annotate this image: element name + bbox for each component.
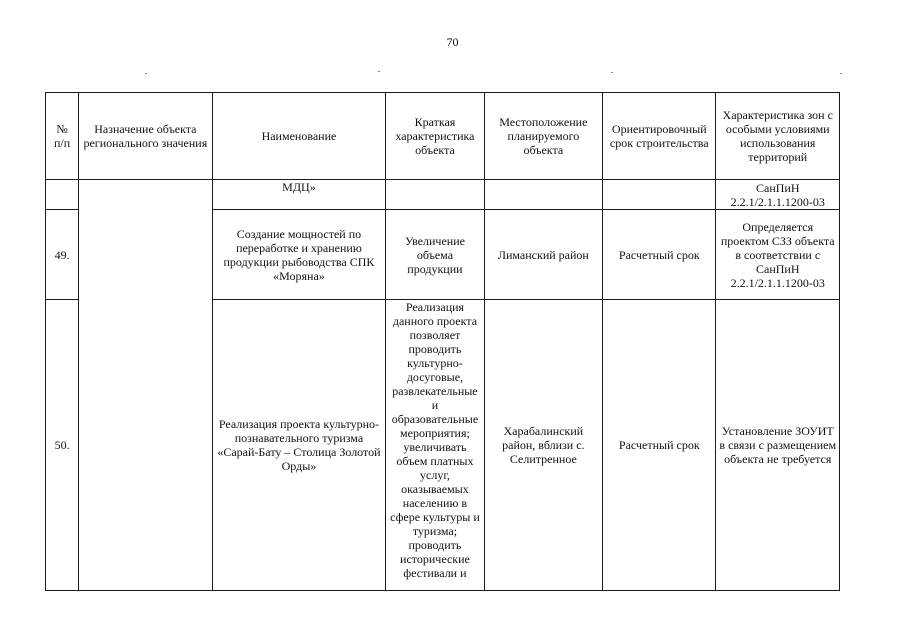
row-number: 50. [46,300,79,591]
row-number [46,180,79,210]
row-purpose [79,180,213,591]
row-term: Расчетный срок [603,300,716,591]
header-name: Наименование [212,93,386,180]
row-location: Харабалинский район, вблизи с. Селитренное [484,300,602,591]
row-name: Реализация проекта культурно-познавательного туризма «Сарай-Бату – Столица Золотой Орды» [212,300,386,591]
row-brief: Реализация данного проекта позволяет проводить культурно-досуговые, развлекательные и образовательные мероприятия; увеличивать объем платных услуг, оказываемых населению в сфере культуры и туризма; проводить исторические фестивали и [386,300,484,591]
row-zones: Установление ЗОУИТ в связи с размещением объекта не требуется [716,300,840,591]
scan-speck [840,73,842,74]
objects-table [45,92,840,591]
scan-speck [378,71,380,72]
header-number: № п/п [46,93,79,180]
page-number: 70 [446,35,459,49]
scan-speck [145,73,147,74]
row-brief: Увеличение объема продукции [386,210,484,300]
table-header-row [46,93,840,180]
row-term: Расчетный срок [603,210,716,300]
row-name: МДЦ» [212,180,386,210]
table-row [46,180,840,210]
row-location: Лиманский район [484,210,602,300]
row-number: 49. [46,210,79,300]
header-location: Местоположение планируемого объекта [484,93,602,180]
row-zones: СанПиН 2.2.1/2.1.1.1200-03 [716,180,840,210]
row-name: Создание мощностей по переработке и хранению продукции рыбоводства СПК «Моряна» [212,210,386,300]
scan-speck [611,72,613,73]
header-brief: Краткая характеристика объекта [386,93,484,180]
row-zones: Определяется проектом СЗЗ объекта в соответствии с СанПиН 2.2.1/2.1.1.1200-03 [716,210,840,300]
row-term [603,180,716,210]
header-purpose: Назначение объекта регионального значения [79,93,213,180]
header-zones: Характеристика зон с особыми условиями использования территорий [716,93,840,180]
header-term: Ориентировочный срок строительства [603,93,716,180]
row-location [484,180,602,210]
row-brief [386,180,484,210]
